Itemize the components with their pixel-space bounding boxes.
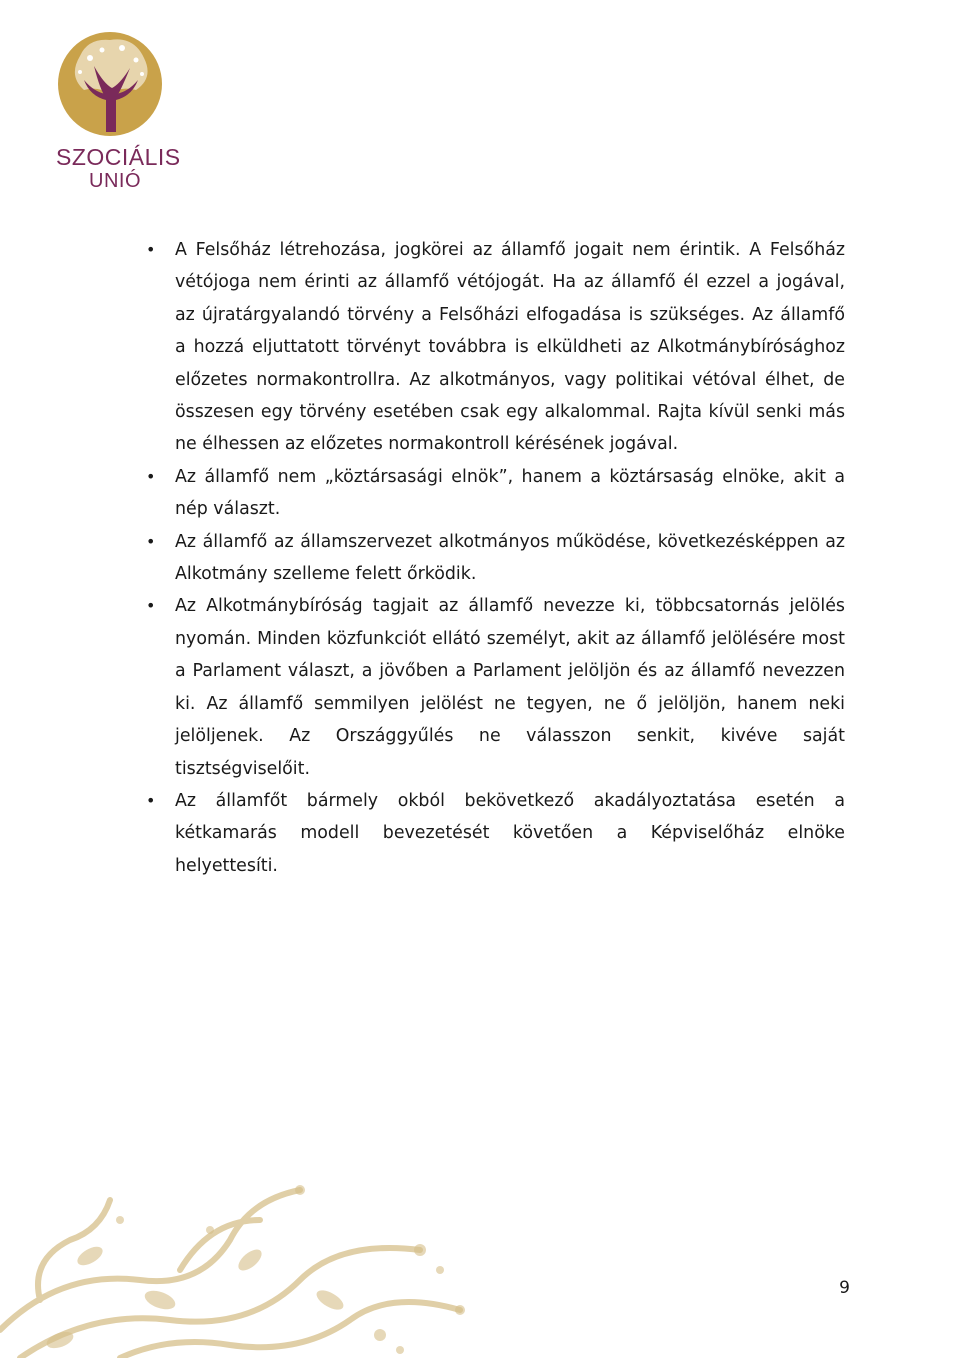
bullet-icon: • [146,531,156,551]
bullet-icon: • [146,596,156,616]
bullet-icon: • [146,240,156,259]
bullet-icon: • [146,466,156,486]
list-item-text: Az államfőt bármely okból bekövetkező akadályoztatása esetén a kétkamarás modell bevezetését követően a Képviselőház elnöke helyettesíti. [175,790,845,876]
page-number: 9 [839,1278,850,1298]
list-item-text: Az államfő az államszervezet alkotmányos működése, következésképpen az Alkotmány szelleme felett őrködik. [175,531,845,585]
list-item [146,526,845,591]
logo-text-line1: SZOCIÁLIS [56,144,181,170]
tree-logo-icon [50,26,180,146]
list-item [146,785,845,882]
document-body [146,234,845,882]
bullet-list [146,234,845,882]
logo [50,26,180,196]
list-item [146,590,845,784]
logo-text-line2: UNIÓ [89,170,141,192]
list-item [146,234,845,461]
list-item-text: Az Alkotmánybíróság tagjait az államfő nevezze ki, többcsatornás jelölés nyomán. Minden közfunkciót ellátó személyt, akit az államfő jelölésére most a Parlament választ, a jövőben a Parlament jelöljön és az államfő nevezzen ki. Az államfő semmilyen jelölést ne tegyen, ne ő jelöljön, hanem neki jelöljenek. Az Országgyűlés ne válasszon senkit, kivéve saját tisztségviselőit. [175,596,845,779]
list-item-text: A Felsőház létrehozása, jogkörei az államfő jogait nem érintik. A Felsőház vétójoga nem érinti az államfő vétójogát. Ha az államfő él ezzel a jogával, az újratárgyalandó törvény a Felsőházi elfogadása is szükséges. Az államfő a hozzá eljuttatott törvényt továbbra is elküldheti az Alkotmánybírósághoz előzetes normakontrollra. Az alkotmányos, vagy politikai vétóval élhet, de összesen egy törvény esetében csak egy alkalommal. Rajta kívül senki más ne élhessen az előzetes normakontroll kérésének jogával. [175,240,845,455]
bullet-icon: • [146,790,156,810]
floral-ornament-icon [0,1160,540,1358]
list-item-text: Az államfő nem „köztársasági elnök”, hanem a köztársaság elnöke, akit a nép választ. [175,466,845,520]
list-item [146,461,845,526]
